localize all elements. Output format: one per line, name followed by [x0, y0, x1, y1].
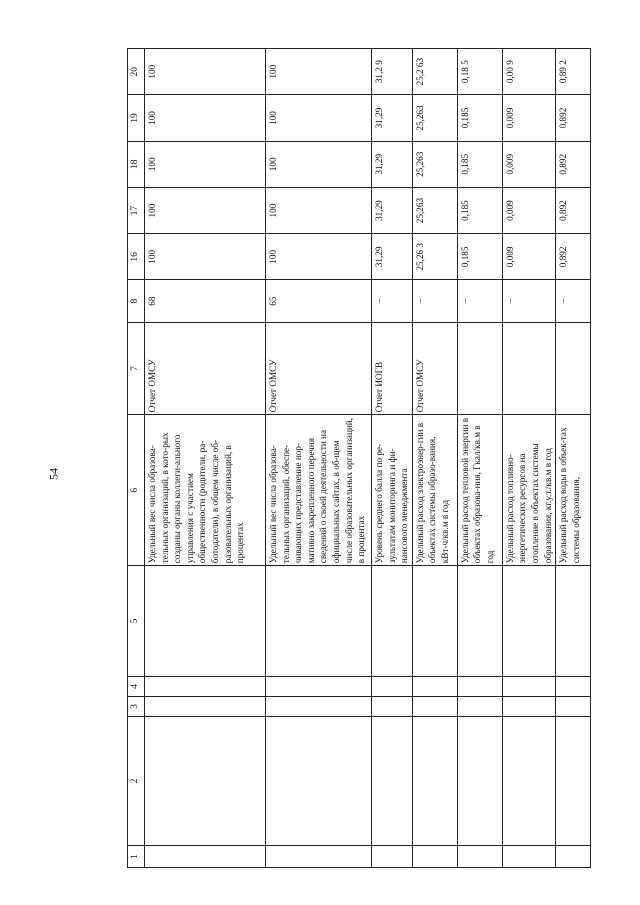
cell-4 — [502, 676, 555, 696]
value-19: 100 — [145, 95, 266, 141]
cell-2 — [457, 717, 502, 846]
cell-2 — [412, 717, 457, 846]
value-18: 100 — [266, 141, 372, 187]
value-20: 100 — [266, 49, 372, 95]
source — [457, 322, 502, 415]
table-row — [266, 49, 372, 868]
cell-5 — [457, 566, 502, 677]
header-row — [128, 49, 145, 868]
cell-4 — [266, 676, 372, 696]
col-header-20: 20 — [128, 49, 145, 95]
source: Отчет ОМСУ — [145, 322, 266, 415]
col-header-2: 2 — [128, 717, 145, 846]
source — [556, 322, 591, 415]
col-header-19: 19 — [128, 95, 145, 141]
value-8: – — [372, 280, 413, 322]
value-16: 0,009 — [502, 234, 555, 280]
cell-5 — [145, 566, 266, 677]
value-20: 0,18 5 — [457, 49, 502, 95]
indicator-name: Удельный вес числа образова-тельных организаций, обеспе-чивающих представление нор-мативно закрепленного перечня сведений о своей деятельности на официальных сайтах, в об-щем числе образовательных организаций, в процентах — [266, 415, 372, 566]
cell-4 — [457, 676, 502, 696]
col-header-18: 18 — [128, 141, 145, 187]
col-header-6: 6 — [128, 415, 145, 566]
col-header-1: 1 — [128, 845, 145, 867]
cell-2 — [556, 717, 591, 846]
cell-1 — [457, 845, 502, 867]
value-18: 0,892 — [556, 141, 591, 187]
value-17: 31,29 — [372, 187, 413, 233]
value-20: 0,00 9 — [502, 49, 555, 95]
cell-5 — [556, 566, 591, 677]
value-19: 0,892 — [556, 95, 591, 141]
cell-5 — [502, 566, 555, 677]
value-8: 68 — [145, 280, 266, 322]
cell-2 — [145, 717, 266, 846]
cell-4 — [372, 676, 413, 696]
col-header-5: 5 — [128, 566, 145, 677]
value-18: 25,263 — [412, 141, 457, 187]
cell-1 — [372, 845, 413, 867]
value-8: – — [412, 280, 457, 322]
value-20: 0,89 2 — [556, 49, 591, 95]
source: Отчет ИОГВ — [372, 322, 413, 415]
table-row — [372, 49, 413, 868]
page-number: 54 — [46, 468, 61, 480]
cell-3 — [412, 696, 457, 716]
value-17: 100 — [145, 187, 266, 233]
cell-4 — [145, 676, 266, 696]
value-19: 0,009 — [502, 95, 555, 141]
cell-1 — [502, 845, 555, 867]
table-row — [502, 49, 555, 868]
cell-2 — [502, 717, 555, 846]
value-16: 100 — [266, 234, 372, 280]
value-16: 0,892 — [556, 234, 591, 280]
cell-3 — [372, 696, 413, 716]
value-16: 31,29 — [372, 234, 413, 280]
cell-5 — [266, 566, 372, 677]
cell-5 — [412, 566, 457, 677]
rotated-table-wrapper — [127, 48, 581, 868]
cell-4 — [412, 676, 457, 696]
indicator-name: Уровень среднего балла по ре-зультатам мониторинга и фи-нансового менеджмента — [372, 415, 413, 566]
cell-3 — [502, 696, 555, 716]
value-19: 0,185 — [457, 95, 502, 141]
value-16: 100 — [145, 234, 266, 280]
value-20: 31,2 9 — [372, 49, 413, 95]
value-19: 31,29 — [372, 95, 413, 141]
indicator-name: Удельный расход тепловой энергии в объектах образова-ния, Гкал/кв.м в год — [457, 415, 502, 566]
value-8: 65 — [266, 280, 372, 322]
value-17: 0,892 — [556, 187, 591, 233]
cell-3 — [266, 696, 372, 716]
value-8: – — [502, 280, 555, 322]
cell-1 — [266, 845, 372, 867]
value-20: 100 — [145, 49, 266, 95]
col-header-17: 17 — [128, 187, 145, 233]
value-16: 25,26 3 — [412, 234, 457, 280]
cell-1 — [145, 845, 266, 867]
value-18: 0,009 — [502, 141, 555, 187]
table-row — [145, 49, 266, 868]
cell-1 — [412, 845, 457, 867]
cell-4 — [556, 676, 591, 696]
table-row — [412, 49, 457, 868]
value-17: 0,009 — [502, 187, 555, 233]
table-row — [457, 49, 502, 868]
value-20: 25,2 63 — [412, 49, 457, 95]
col-header-8: 8 — [128, 280, 145, 322]
value-19: 25,263 — [412, 95, 457, 141]
source — [502, 322, 555, 415]
value-8: – — [556, 280, 591, 322]
value-18: 31,29 — [372, 141, 413, 187]
value-19: 100 — [266, 95, 372, 141]
cell-3 — [556, 696, 591, 716]
col-header-7: 7 — [128, 322, 145, 415]
col-header-3: 3 — [128, 696, 145, 716]
col-header-4: 4 — [128, 676, 145, 696]
value-18: 0,185 — [457, 141, 502, 187]
indicator-name: Удельный расход электроэнер-гии в объектах системы образо-вания, кВт-ч/кв.м в год — [412, 415, 457, 566]
cell-3 — [457, 696, 502, 716]
value-17: 100 — [266, 187, 372, 233]
source: Отчет ОМСУ — [412, 322, 457, 415]
indicator-name: Удельный расход топливно-энергетических ресурсов на отопление в объектах системы образования, кг.у.т./кв.м в год — [502, 415, 555, 566]
col-header-16: 16 — [128, 234, 145, 280]
cell-3 — [145, 696, 266, 716]
value-16: 0,185 — [457, 234, 502, 280]
cell-5 — [372, 566, 413, 677]
table-row — [556, 49, 591, 868]
value-17: 0,185 — [457, 187, 502, 233]
indicator-name: Удельный вес числа образова-тельных организаций, в кото-рых созданы органы коллеги-ального управления с участием общественности (родители, ра-ботодатели), в общем числе об-разовательных организаций, в процентах — [145, 415, 266, 566]
cell-2 — [372, 717, 413, 846]
indicator-name: Удельный расход воды в объек-тах системы образования, — [556, 415, 591, 566]
source: Отчет ОМСУ — [266, 322, 372, 415]
value-17: 25,263 — [412, 187, 457, 233]
cell-1 — [556, 845, 591, 867]
cell-2 — [266, 717, 372, 846]
value-18: 100 — [145, 141, 266, 187]
value-8: – — [457, 280, 502, 322]
indicator-table — [127, 48, 591, 868]
